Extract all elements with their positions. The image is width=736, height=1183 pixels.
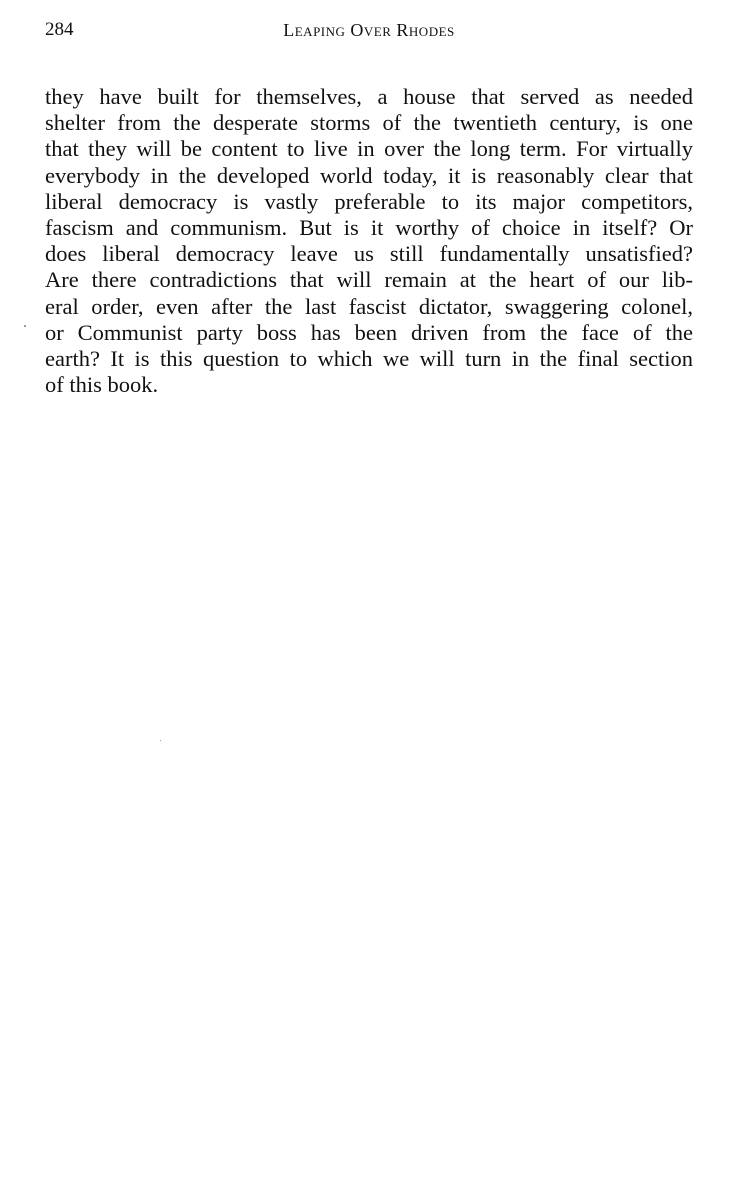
- text-line: everybody in the developed world today, it is reasonably clear that: [45, 162, 693, 188]
- text-line: eral order, even after the last fascist dictator, swaggering colonel,: [45, 293, 693, 319]
- page-number: 284: [45, 19, 74, 40]
- text-line: liberal democracy is vastly preferable to its major competitors,: [45, 188, 693, 214]
- text-line: or Communist party boss has been driven from the face of the: [45, 319, 693, 345]
- text-line: they have built for themselves, a house that served as needed: [45, 84, 693, 109]
- text-line: shelter from the desperate storms of the twentieth century, is one: [45, 110, 693, 136]
- text-line: earth? It is this question to which we will turn in the final section: [45, 345, 693, 371]
- text-line: that they will be content to live in over the long term. For virtually: [45, 136, 693, 162]
- scan-speck: [24, 325, 26, 327]
- text-line: of this book.: [45, 372, 159, 398]
- body-paragraph: [45, 84, 693, 398]
- running-title: Leaping Over Rhodes: [283, 20, 455, 40]
- text-line: does liberal democracy leave us still fundamentally unsatisfied?: [45, 241, 693, 267]
- text-line: fascism and communism. But is it worthy of choice in itself? Or: [45, 214, 693, 240]
- scan-speck: [160, 740, 161, 741]
- running-head: [45, 16, 693, 44]
- text-line: Are there contradictions that will remain at the heart of our lib-: [45, 267, 693, 293]
